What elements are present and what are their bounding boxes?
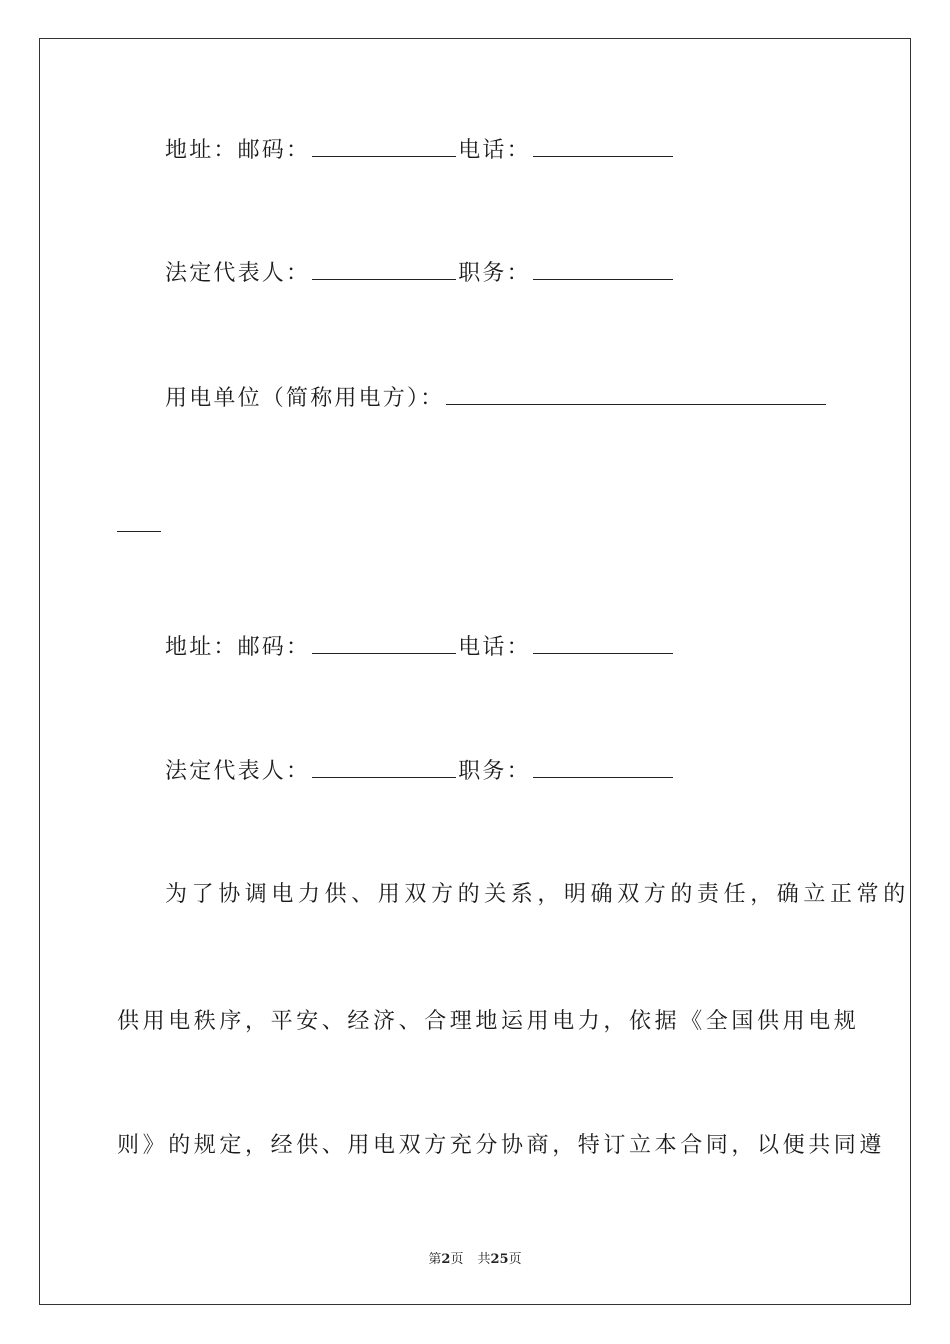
- phone-label: 电话：: [458, 138, 531, 163]
- consumer-unit-blank-continued[interactable]: [117, 511, 161, 532]
- page-footer: [0, 1248, 950, 1267]
- footer-prefix: 第: [428, 1252, 442, 1267]
- consumer-address-line: [165, 633, 675, 663]
- postcode-label: 邮码：: [237, 138, 311, 163]
- consumer-unit-blank[interactable]: [446, 384, 826, 405]
- footer-total-suffix: 页: [508, 1252, 522, 1267]
- current-page-number: 2: [441, 1252, 451, 1267]
- position-label: 职务：: [458, 261, 531, 286]
- consumer-unit-label: 用电单位（简称用电方）：: [165, 386, 445, 411]
- postcode-label: 邮码：: [237, 635, 311, 660]
- address-label: 地址：: [165, 138, 238, 163]
- phone-blank[interactable]: [533, 136, 673, 157]
- position-label: 职务：: [458, 759, 531, 784]
- footer-page-suffix: 页: [450, 1252, 464, 1267]
- position-blank[interactable]: [533, 259, 673, 280]
- paragraph-line-1: 为了协调电力供、用双方的关系，明确双方的责任，确立正常的: [165, 882, 910, 907]
- consumer-unit-line: [165, 384, 828, 414]
- phone-blank[interactable]: [533, 633, 673, 654]
- legal-rep-blank[interactable]: [312, 259, 456, 280]
- supplier-address-line: [165, 136, 675, 166]
- phone-label: 电话：: [458, 635, 531, 660]
- address-label: 地址：: [165, 635, 238, 660]
- footer-total-prefix: 共: [477, 1252, 491, 1267]
- position-blank[interactable]: [533, 757, 673, 778]
- postcode-blank[interactable]: [312, 136, 456, 157]
- legal-rep-blank[interactable]: [312, 757, 456, 778]
- supplier-rep-line: [165, 259, 675, 289]
- page-border: [39, 38, 911, 1305]
- total-page-count: 25: [490, 1252, 509, 1267]
- consumer-rep-line: [165, 757, 675, 787]
- postcode-blank[interactable]: [312, 633, 456, 654]
- paragraph-line-3: 则》的规定，经供、用电双方充分协商，特订立本合同，以便共同遵: [117, 1133, 886, 1158]
- legal-rep-label: 法定代表人：: [165, 261, 311, 286]
- legal-rep-label: 法定代表人：: [165, 759, 311, 784]
- paragraph-line-2: 供用电秩序，平安、经济、合理地运用电力，依据《全国供用电规: [117, 1009, 860, 1034]
